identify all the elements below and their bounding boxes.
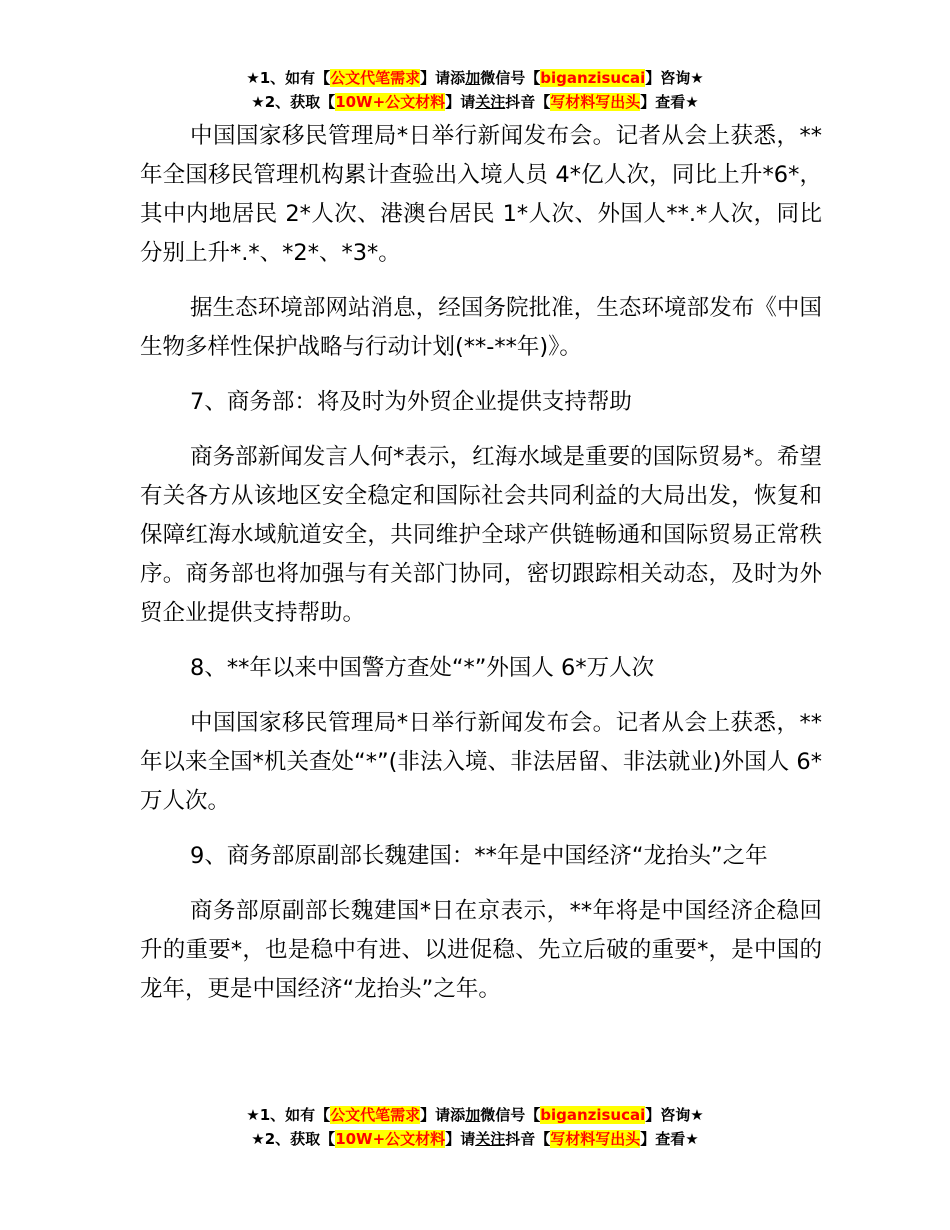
bottom-promo-banner <box>0 1103 950 1151</box>
document-body <box>140 117 822 1025</box>
promo-text: ★1、如有【 <box>246 69 331 87</box>
promo-text: 】请添 <box>420 69 466 87</box>
promo-text: 】请添 <box>420 1106 466 1124</box>
paragraph: 中国国家移民管理局*日举行新闻发布会。记者从会上获悉，**年以来全国*机关查处“*”(非法入境、非法居留、非法就业)外国人 6*万人次。 <box>140 710 822 814</box>
promo-text: 】咨询★ <box>645 1106 704 1124</box>
section-heading-7: 7、商务部：将及时为外贸企业提供支持帮助 <box>190 389 632 415</box>
promo-highlight: 公文代笔需求 <box>330 69 421 87</box>
promo-douyin-name: 写材料写出头 <box>550 93 641 111</box>
promo-wechat-id: biganzisucai <box>540 1106 646 1124</box>
promo-highlight: 公文代笔需求 <box>330 1106 421 1124</box>
promo-underlined-text: 加 <box>465 1106 481 1124</box>
promo-highlight: 10W+公文材料 <box>335 1130 446 1148</box>
paragraph: 中国国家移民管理局*日举行新闻发布会。记者从会上获悉，**年全国移民管理机构累计查验出入境人员 4*亿人次，同比上升*6*，其中内地居民 2*人次、港澳台居民 1*人次、外国人**.*人次，同比分别上升*.*、*2*、*3*。 <box>140 123 822 266</box>
promo-text: ★2、获取【 <box>251 93 336 111</box>
promo-underlined-text: 加 <box>465 69 481 87</box>
promo-text: 】查看★ <box>640 93 699 111</box>
promo-line-1 <box>0 1103 950 1127</box>
promo-line-1 <box>0 66 950 90</box>
promo-text: 】请 <box>445 1130 476 1148</box>
promo-text: 抖音【 <box>505 1130 551 1148</box>
paragraph: 商务部新闻发言人何*表示，红海水域是重要的国际贸易*。希望有关各方从该地区安全稳定和国际社会共同利益的大局出发，恢复和保障红海水域航道安全，共同维护全球产供链畅通和国际贸易正常秩序。商务部也将加强与有关部门协同，密切跟踪相关动态，及时为外贸企业提供支持帮助。 <box>140 444 822 626</box>
promo-text: ★2、获取【 <box>251 1130 336 1148</box>
paragraph: 据生态环境部网站消息，经国务院批准，生态环境部发布《中国生物多样性保护战略与行动计划(**-**年)》。 <box>140 295 822 360</box>
promo-line-2 <box>0 90 950 114</box>
promo-text: ★1、如有【 <box>246 1106 331 1124</box>
promo-underlined-text: 关注 <box>475 93 506 111</box>
promo-wechat-id: biganzisucai <box>540 69 646 87</box>
promo-text: 抖音【 <box>505 93 551 111</box>
top-promo-banner <box>0 66 950 114</box>
promo-text: 】查看★ <box>640 1130 699 1148</box>
section-heading-8: 8、**年以来中国警方查处“*”外国人 6*万人次 <box>190 655 655 681</box>
section-heading-9: 9、商务部原副部长魏建国：**年是中国经济“龙抬头”之年 <box>190 843 768 869</box>
promo-text: 微信号【 <box>480 1106 541 1124</box>
paragraph: 商务部原副部长魏建国*日在京表示，**年将是中国经济企稳回升的重要*，也是稳中有进、以进促稳、先立后破的重要*，是中国的龙年，更是中国经济“龙抬头”之年。 <box>140 898 822 1002</box>
promo-highlight: 10W+公文材料 <box>335 93 446 111</box>
promo-text: 】请 <box>445 93 476 111</box>
promo-text: 微信号【 <box>480 69 541 87</box>
promo-underlined-text: 关注 <box>475 1130 506 1148</box>
promo-douyin-name: 写材料写出头 <box>550 1130 641 1148</box>
promo-line-2 <box>0 1127 950 1151</box>
promo-text: 】咨询★ <box>645 69 704 87</box>
